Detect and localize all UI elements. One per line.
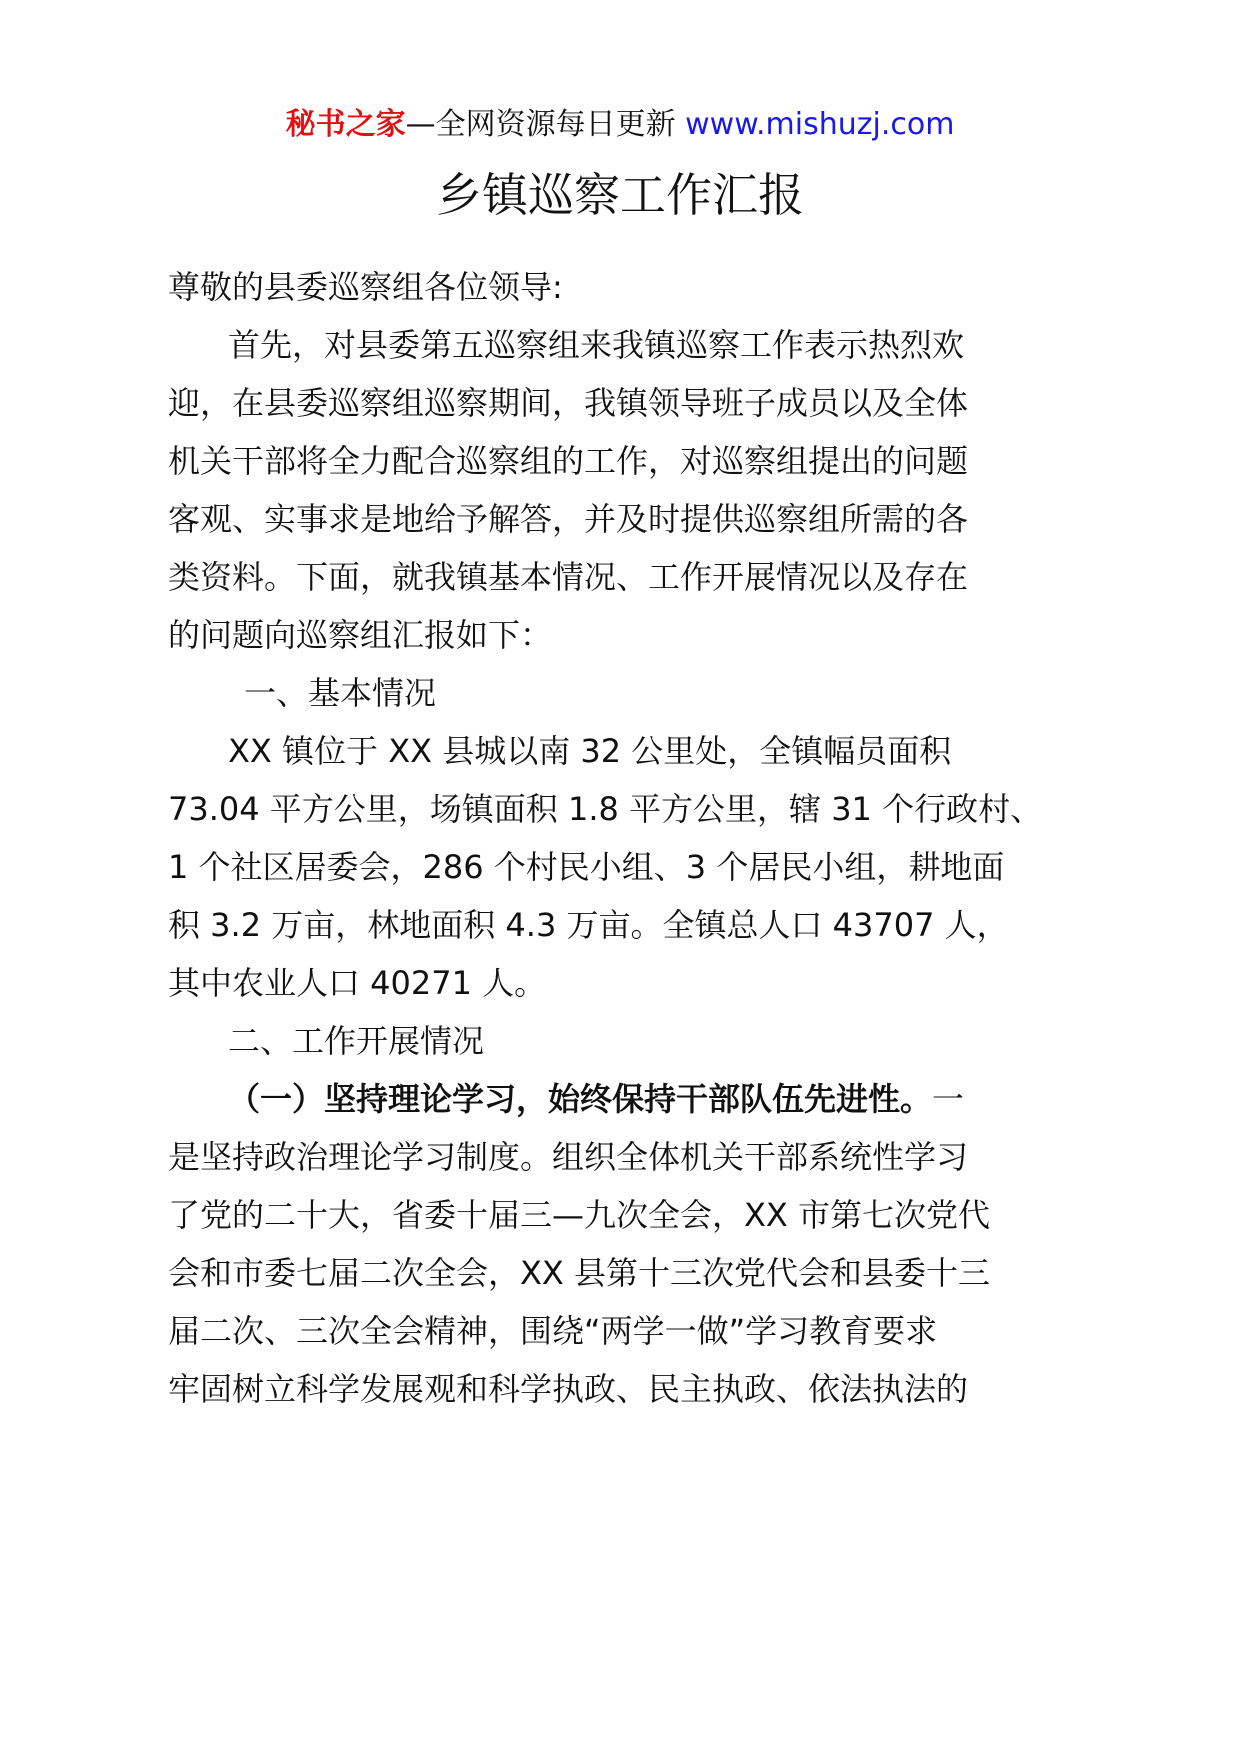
site-header [0,100,1240,150]
intro-line: 的问题向巡察组汇报如下： [168,616,553,654]
section1-line: XX 镇位于 XX 县城以南 32 公里处，全镇幅员面积 [228,732,952,770]
subsection1-line: 是坚持政治理论学习制度。组织全体机关干部系统性学习 [168,1138,969,1176]
section1-line: 其中农业人口 40271 人。 [168,964,547,1002]
intro-line: 迎，在县委巡察组巡察期间，我镇领导班子成员以及全体 [168,384,969,422]
intro-line: 首先，对县委第五巡察组来我镇巡察工作表示热烈欢 [228,326,965,364]
subsection1-line: 届二次、三次全会精神，围绕“两学一做”学习教育要求 [168,1312,938,1350]
section1-line: 73.04 平方公里，场镇面积 1.8 平方公里，辖 31 个行政村、 [168,790,1043,828]
section-heading-basic: 一、基本情况 [244,674,437,712]
document-title: 乡镇巡察工作汇报 [436,168,804,222]
section1-line: 1 个社区居委会，286 个村民小组、3 个居民小组，耕地面 [168,848,1005,886]
section-heading-work: 二、工作开展情况 [228,1022,485,1060]
intro-line: 机关干部将全力配合巡察组的工作，对巡察组提出的问题 [168,442,969,480]
section1-line: 积 3.2 万亩，林地面积 4.3 万亩。全镇总人口 43707 人， [168,906,1009,944]
subsection1-line: 牢固树立科学发展观和科学执政、民主执政、依法执法的 [168,1370,969,1408]
intro-line: 类资料。下面，就我镇基本情况、工作开展情况以及存在 [168,558,969,596]
subsection1-line: 会和市委七届二次全会，XX 县第十三次党代会和县委十三 [168,1254,991,1292]
subsection1-line: 了党的二十大，省委十届三—九次全会，XX 市第七次党代 [168,1196,991,1234]
greeting-line: 尊敬的县委巡察组各位领导: [168,268,563,306]
intro-line: 客观、实事求是地给予解答，并及时提供巡察组所需的各 [168,500,969,538]
subsection-heading-line [228,1074,964,1124]
site-tagline: —全网资源每日更新 [405,107,686,142]
subsection-heading-tail: 一 [932,1080,965,1118]
site-brand: 秘书之家 [285,107,406,142]
site-url-link[interactable]: www.mishuzj.com [685,107,955,142]
subsection-heading-bold: （一）坚持理论学习，始终保持干部队伍先进性。 [228,1080,933,1118]
